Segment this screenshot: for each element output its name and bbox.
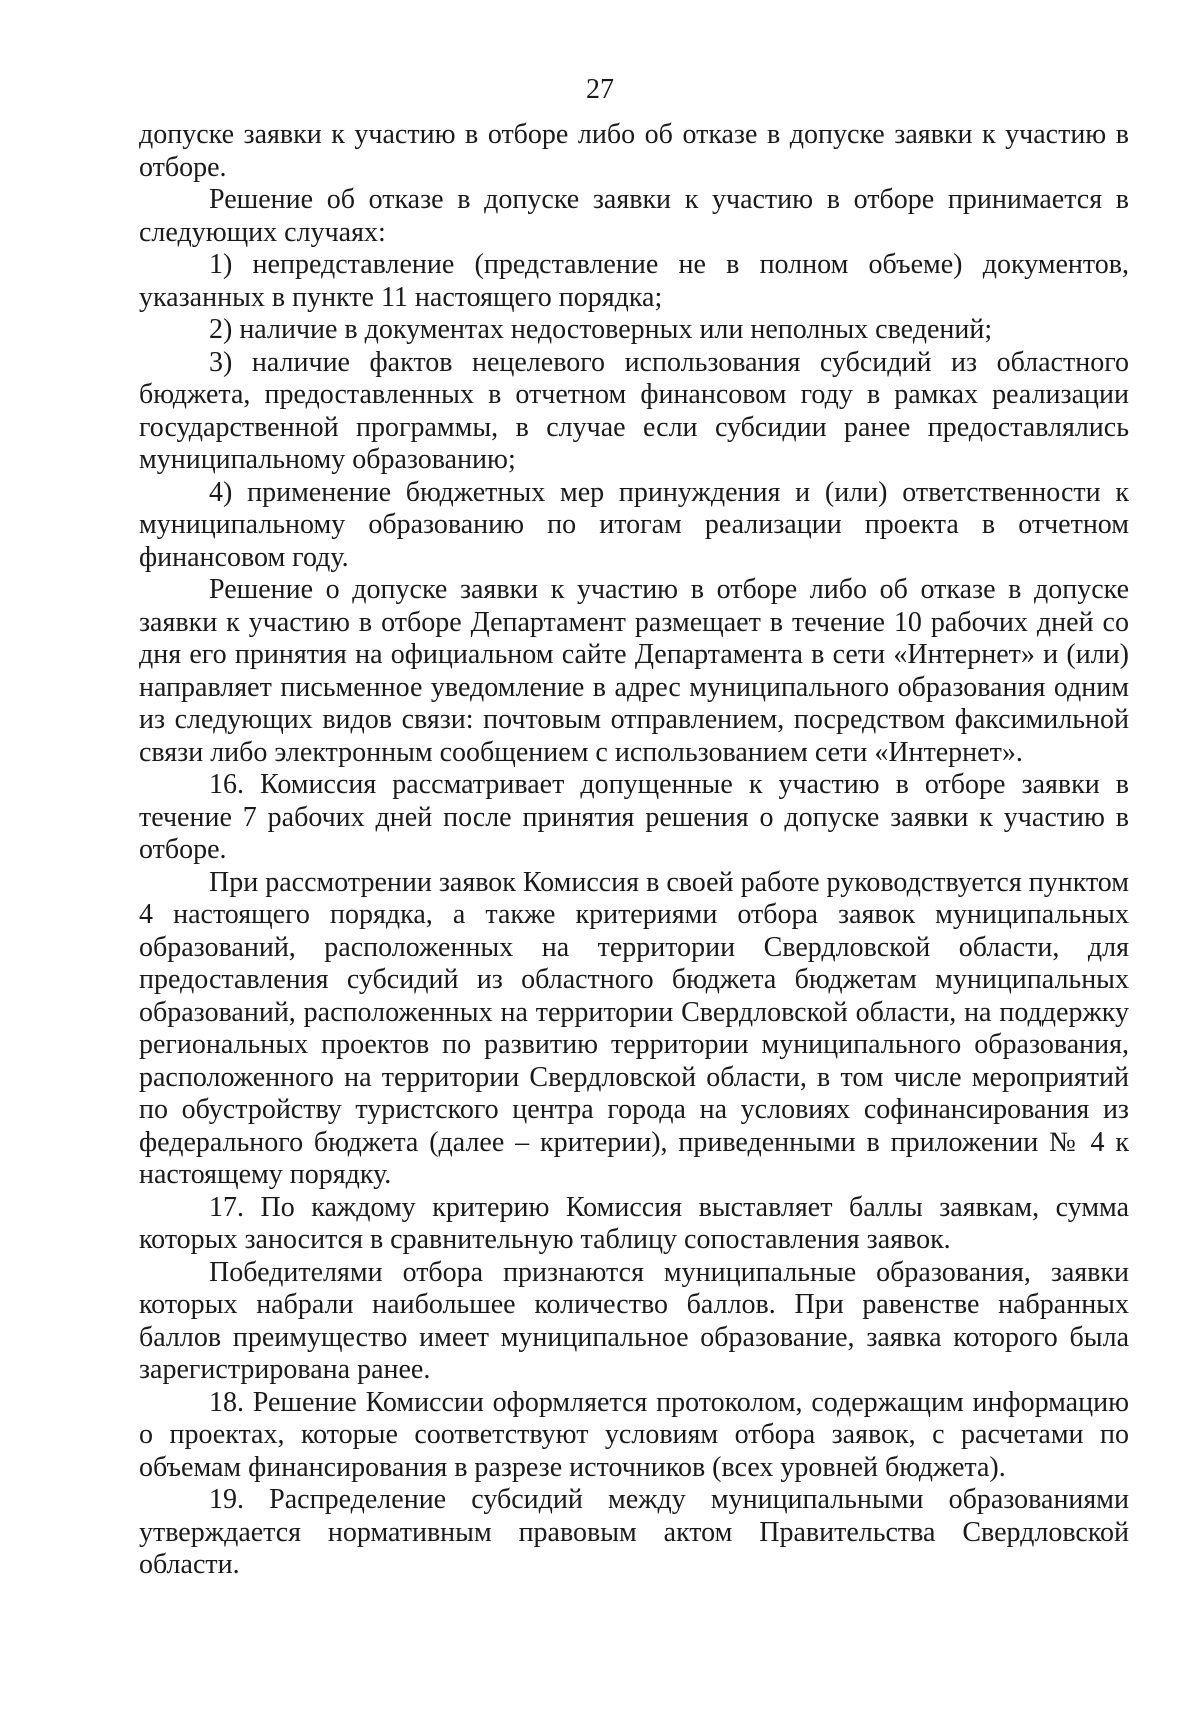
- clause-17: 17. По каждому критерию Комиссия выставляет баллы заявкам, сумма которых заносится в сравнительную таблицу сопоставления заявок.: [139, 1191, 1129, 1255]
- list-item-3: 3) наличие фактов нецелевого использования субсидий из областного бюджета, предоставленных в отчетном финансовом году в рамках реализации государственной программы, в случае если субсидии ранее предоставлялись муниципальному образованию;: [139, 346, 1129, 475]
- document-body: [139, 119, 1129, 1582]
- list-item-4: 4) применение бюджетных мер принуждения и (или) ответственности к муниципальному образованию по итогам реализации проекта в отчетном финансовом году.: [139, 476, 1129, 573]
- paragraph-admission-notice: Решение о допуске заявки к участию в отборе либо об отказе в допуске заявки к участию в отборе Департамент размещает в течение 10 рабочих дней со дня его принятия на официальном сайте Департамента в сети «Интернет» и (или) направляет письменное уведомление в адрес муниципального образования одним из следующих видов связи: почтовым отправлением, посредством факсимильной связи либо электронным сообщением с использованием сети «Интернет».: [139, 574, 1129, 768]
- clause-18: 18. Решение Комиссии оформляется протоколом, содержащим информацию о проектах, которые соответствуют условиям отбора заявок, с расчетами по объемам финансирования в разрезе источников (всех уровней бюджета).: [139, 1386, 1129, 1483]
- list-item-2: 2) наличие в документах недостоверных или неполных сведений;: [209, 314, 993, 345]
- paragraph-criteria: При рассмотрении заявок Комиссия в своей работе руководствуется пунктом 4 настоящего порядка, а также критериями отбора заявок муниципальных образований, расположенных на территории Свердловской области, для предоставления субсидий из областного бюджета бюджетам муниципальных образований, расположенных на территории Свердловской области, на поддержку региональных проектов по развитию территории муниципального образования, расположенного на территории Свердловской области, в том числе мероприятий по обустройству туристского центра города на условиях софинансирования из федерального бюджета (далее – критерии), приведенными в приложении № 4 к настоящему порядку.: [139, 866, 1129, 1190]
- paragraph-continuation: допуске заявки к участию в отборе либо об отказе в допуске заявки к участию в отборе.: [139, 119, 1129, 183]
- clause-19: 19. Распределение субсидий между муниципальными образованиями утверждается нормативным правовым актом Правительства Свердловской области.: [139, 1484, 1129, 1580]
- clause-16: 16. Комиссия рассматривает допущенные к участию в отборе заявки в течение 7 рабочих дней после принятия решения о допуске заявки к участию в отборе.: [139, 769, 1129, 865]
- paragraph-winners: Победителями отбора признаются муниципальные образования, заявки которых набрали наибольшее количество баллов. При равенстве набранных баллов преимущество имеет муниципальное образование, заявка которого была зарегистрирована ранее.: [139, 1256, 1129, 1385]
- paragraph-refusal-decision: Решение об отказе в допуске заявки к участию в отборе принимается в следующих случаях:: [139, 184, 1129, 248]
- list-item-1: 1) непредставление (представление не в полном объеме) документов, указанных в пункте 11 настоящего порядка;: [139, 249, 1129, 313]
- page-number: 27: [586, 74, 614, 105]
